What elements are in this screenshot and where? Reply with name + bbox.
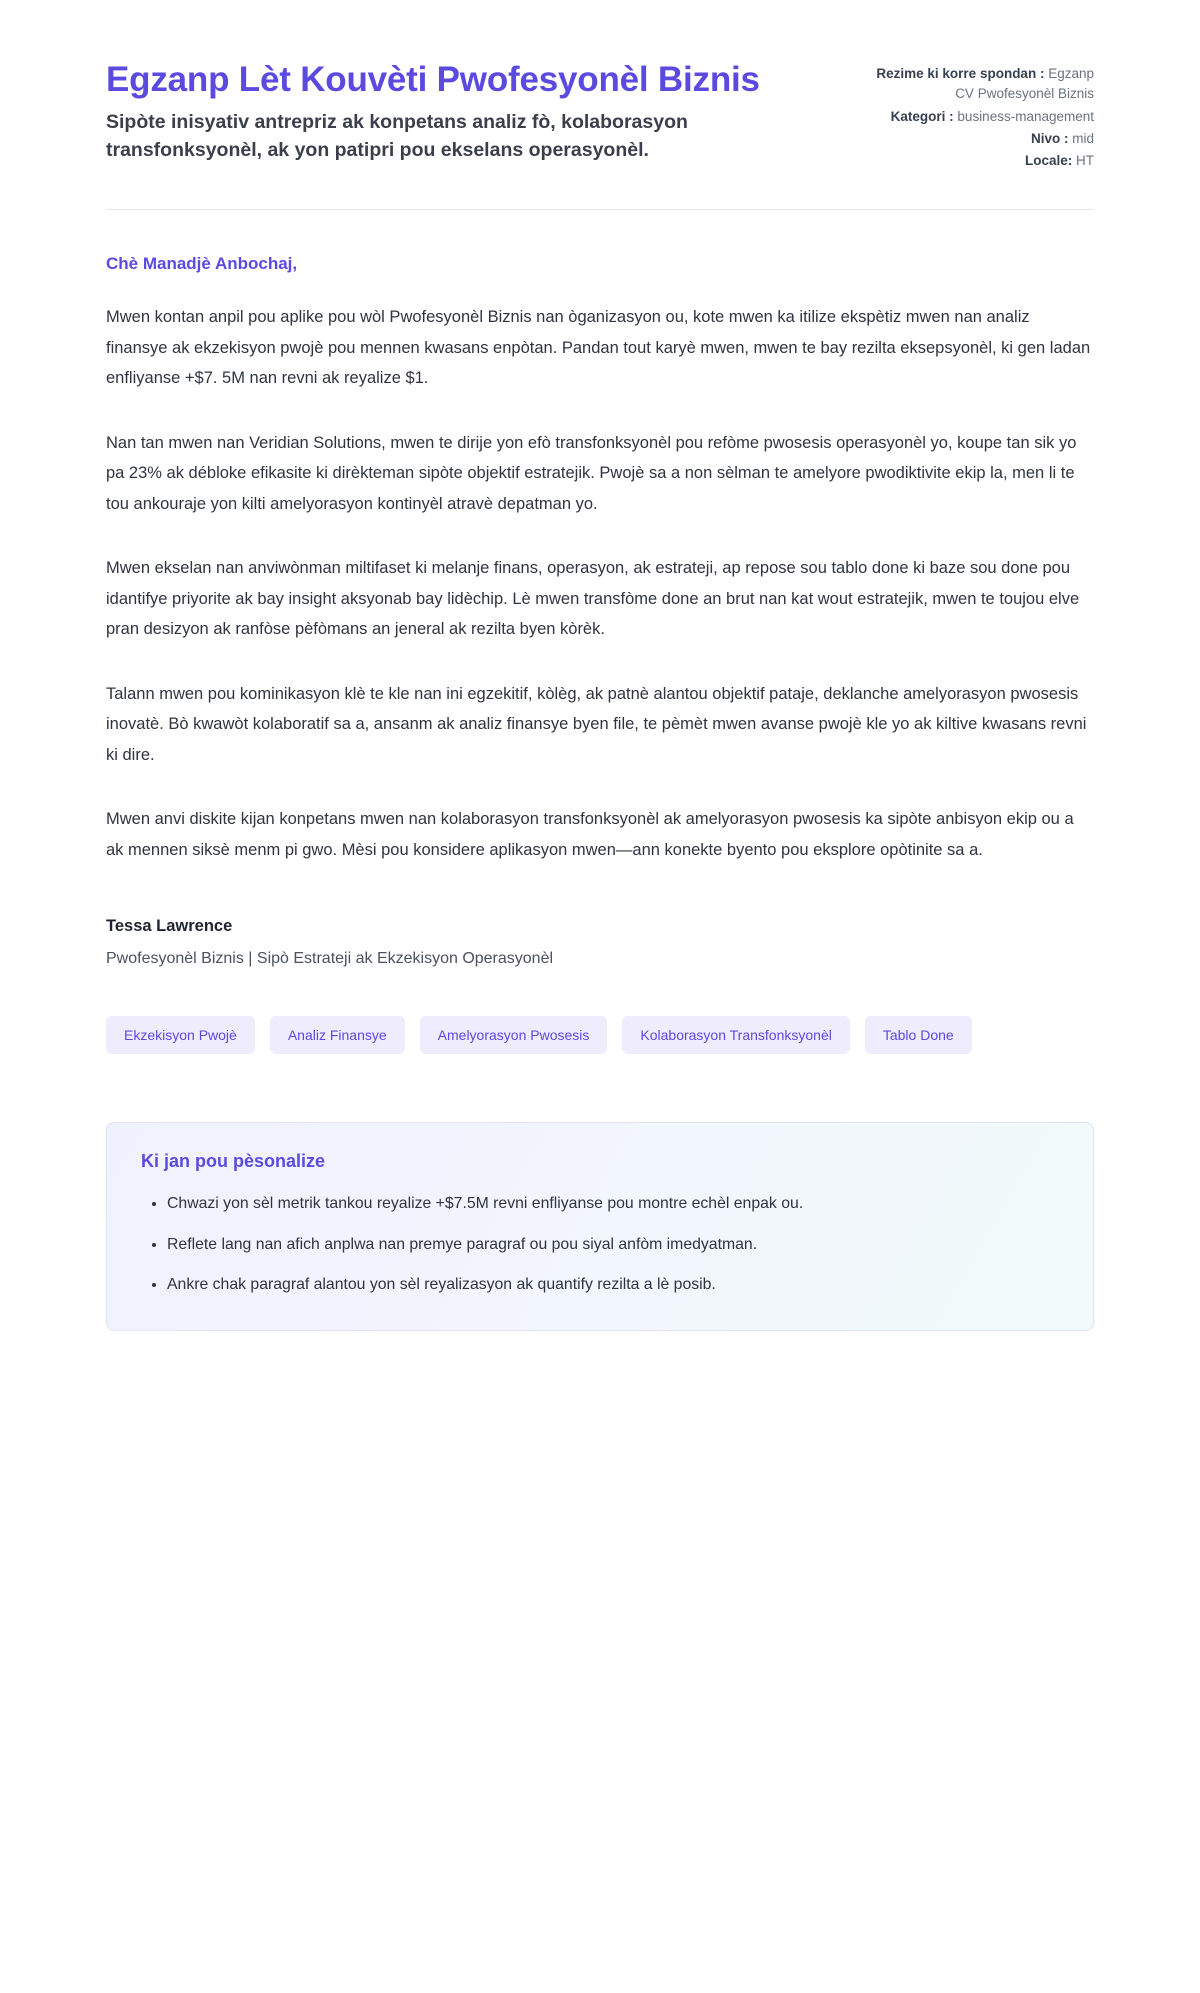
tips-item: • Ankre chak paragraf alantou yon sèl reyalizasyon ak quantify rezilta a lè posib.: [167, 1271, 1059, 1299]
letter-salutation: Chè Manadjè Anbochaj,: [106, 254, 298, 274]
letter-paragraph-3: Mwen ekselan nan anviwònman miltifaset ki melanje finans, operasyon, ak estrateji, ap repose sou tablo done ki baze sou done pou idantifye priyorite ak bay insight aksyonab bay lidèchip. Lè mwen transfòme done an brut nan kat wout estratejik, mwen te toujou elve pran desizyon ak ranfòse pèfòmans an jeneral ak rezilta byen kòrèk.: [106, 559, 1080, 639]
meta-category: [864, 107, 1094, 127]
page-title: Egzanp Lèt Kouvèti Pwofesyonèl Biznis: [106, 60, 760, 99]
tag-list: [106, 1016, 1094, 1054]
tag-item[interactable]: Amelyorasyon Pwosesis: [420, 1016, 608, 1054]
page-subtitle: Sipòte inisyativ antrepriz ak konpetans analiz fò, kolaborasyon transfonksyonèl, ak yon patipri pou ekselans operasyonèl.: [106, 110, 688, 162]
letter-paragraph-2: Nan tan mwen nan Veridian Solutions, mwen te dirije yon efò transfonksyonèl pou refòme pwosesis operasyonèl yo, koupe tan sik yo pa 23% ak débloke efikasite ki dirèkteman sipòte objektif estratejik. Pwojè sa a non sèlman te amelyore pwodiktivite ekip la, men li te tou ankouraje yon kilti amelyorasyon kontinyèl atravè depatman yo.: [106, 433, 1077, 513]
meta-locale-value: HT: [1076, 153, 1094, 168]
tag-item[interactable]: Ekzekisyon Pwojè: [106, 1016, 255, 1054]
meta-category-value: business-management: [957, 108, 1094, 124]
letter-paragraph-4: Talann mwen pou kominikasyon klè te kle nan ini egzekitif, kòlèg, ak patnè alantou objektif pataje, deklanche amelyorasyon pwosesis inovatè. Bò kwawòt kolaboratif sa a, ansanm ak analiz finansye byen file, te pèmèt mwen avanse pwojè kle yo ak kiltive kwasans revni ki dire.: [106, 684, 1087, 764]
signature-role: Pwofesyonèl Biznis | Sipò Estrateji ak Ekzekisyon Operasyonèl: [106, 950, 554, 968]
letter-paragraph-5: Mwen anvi diskite kijan konpetans mwen nan kolaborasyon transfonksyonèl ak amelyorasyon pwosesis ka sipòte anbisyon ekip ou a ak mennen siksè menm pi gwo. Mèsi pou konsidere aplikasyon mwen—ann konekte byento pou eksplore opòtinite sa a.: [106, 810, 1074, 859]
signature-block: [106, 917, 1094, 968]
tips-item: • Chwazi yon sèl metrik tankou reyalize +$7.5M revni enfliyanse pou montre echèl enpak ou.: [167, 1190, 1059, 1218]
signature-name: Tessa Lawrence: [106, 917, 233, 936]
tips-list: [141, 1190, 1059, 1299]
letter-body: [106, 210, 1094, 1330]
meta-locale-label: Locale:: [1024, 153, 1073, 168]
document-meta: [864, 58, 1094, 173]
meta-locale: [864, 151, 1094, 171]
meta-summary-label: Rezime ki korre spondan :: [876, 66, 1045, 81]
customization-tips-panel: [106, 1122, 1094, 1330]
meta-level: [864, 129, 1094, 149]
tips-item: • Reflete lang nan afich anplwa nan premye paragraf ou pou siyal anfòm imedyatman.: [167, 1231, 1059, 1259]
meta-summary: [864, 64, 1094, 105]
tag-item[interactable]: Kolaborasyon Transfonksyonèl: [622, 1016, 849, 1054]
tag-item[interactable]: Tablo Done: [865, 1016, 972, 1054]
letter-paragraph-1: Mwen kontan anpil pou aplike pou wòl Pwofesyonèl Biznis nan òganizasyon ou, kote mwen ka itilize ekspètiz mwen nan analiz finansye ak ekzekisyon pwojè pou mennen kwasans enpòtan. Pandan tout karyè mwen, mwen te bay rezilta eksepsyonèl, ki gen ladan enfliyanse +$7. 5M nan revni ak reyalize $1.: [106, 308, 1091, 388]
tips-title: Ki jan pou pèsonalize: [141, 1151, 326, 1172]
meta-level-value: mid: [1072, 130, 1094, 146]
header-text-block: [106, 58, 824, 164]
document-header: [106, 0, 1094, 173]
meta-summary-value: Egzanp CV Pwofesyonèl Biznis: [955, 66, 1094, 102]
meta-category-label: Kategori :: [890, 108, 954, 124]
tag-item[interactable]: Analiz Finansye: [270, 1016, 405, 1054]
meta-level-label: Nivo :: [1030, 130, 1069, 146]
